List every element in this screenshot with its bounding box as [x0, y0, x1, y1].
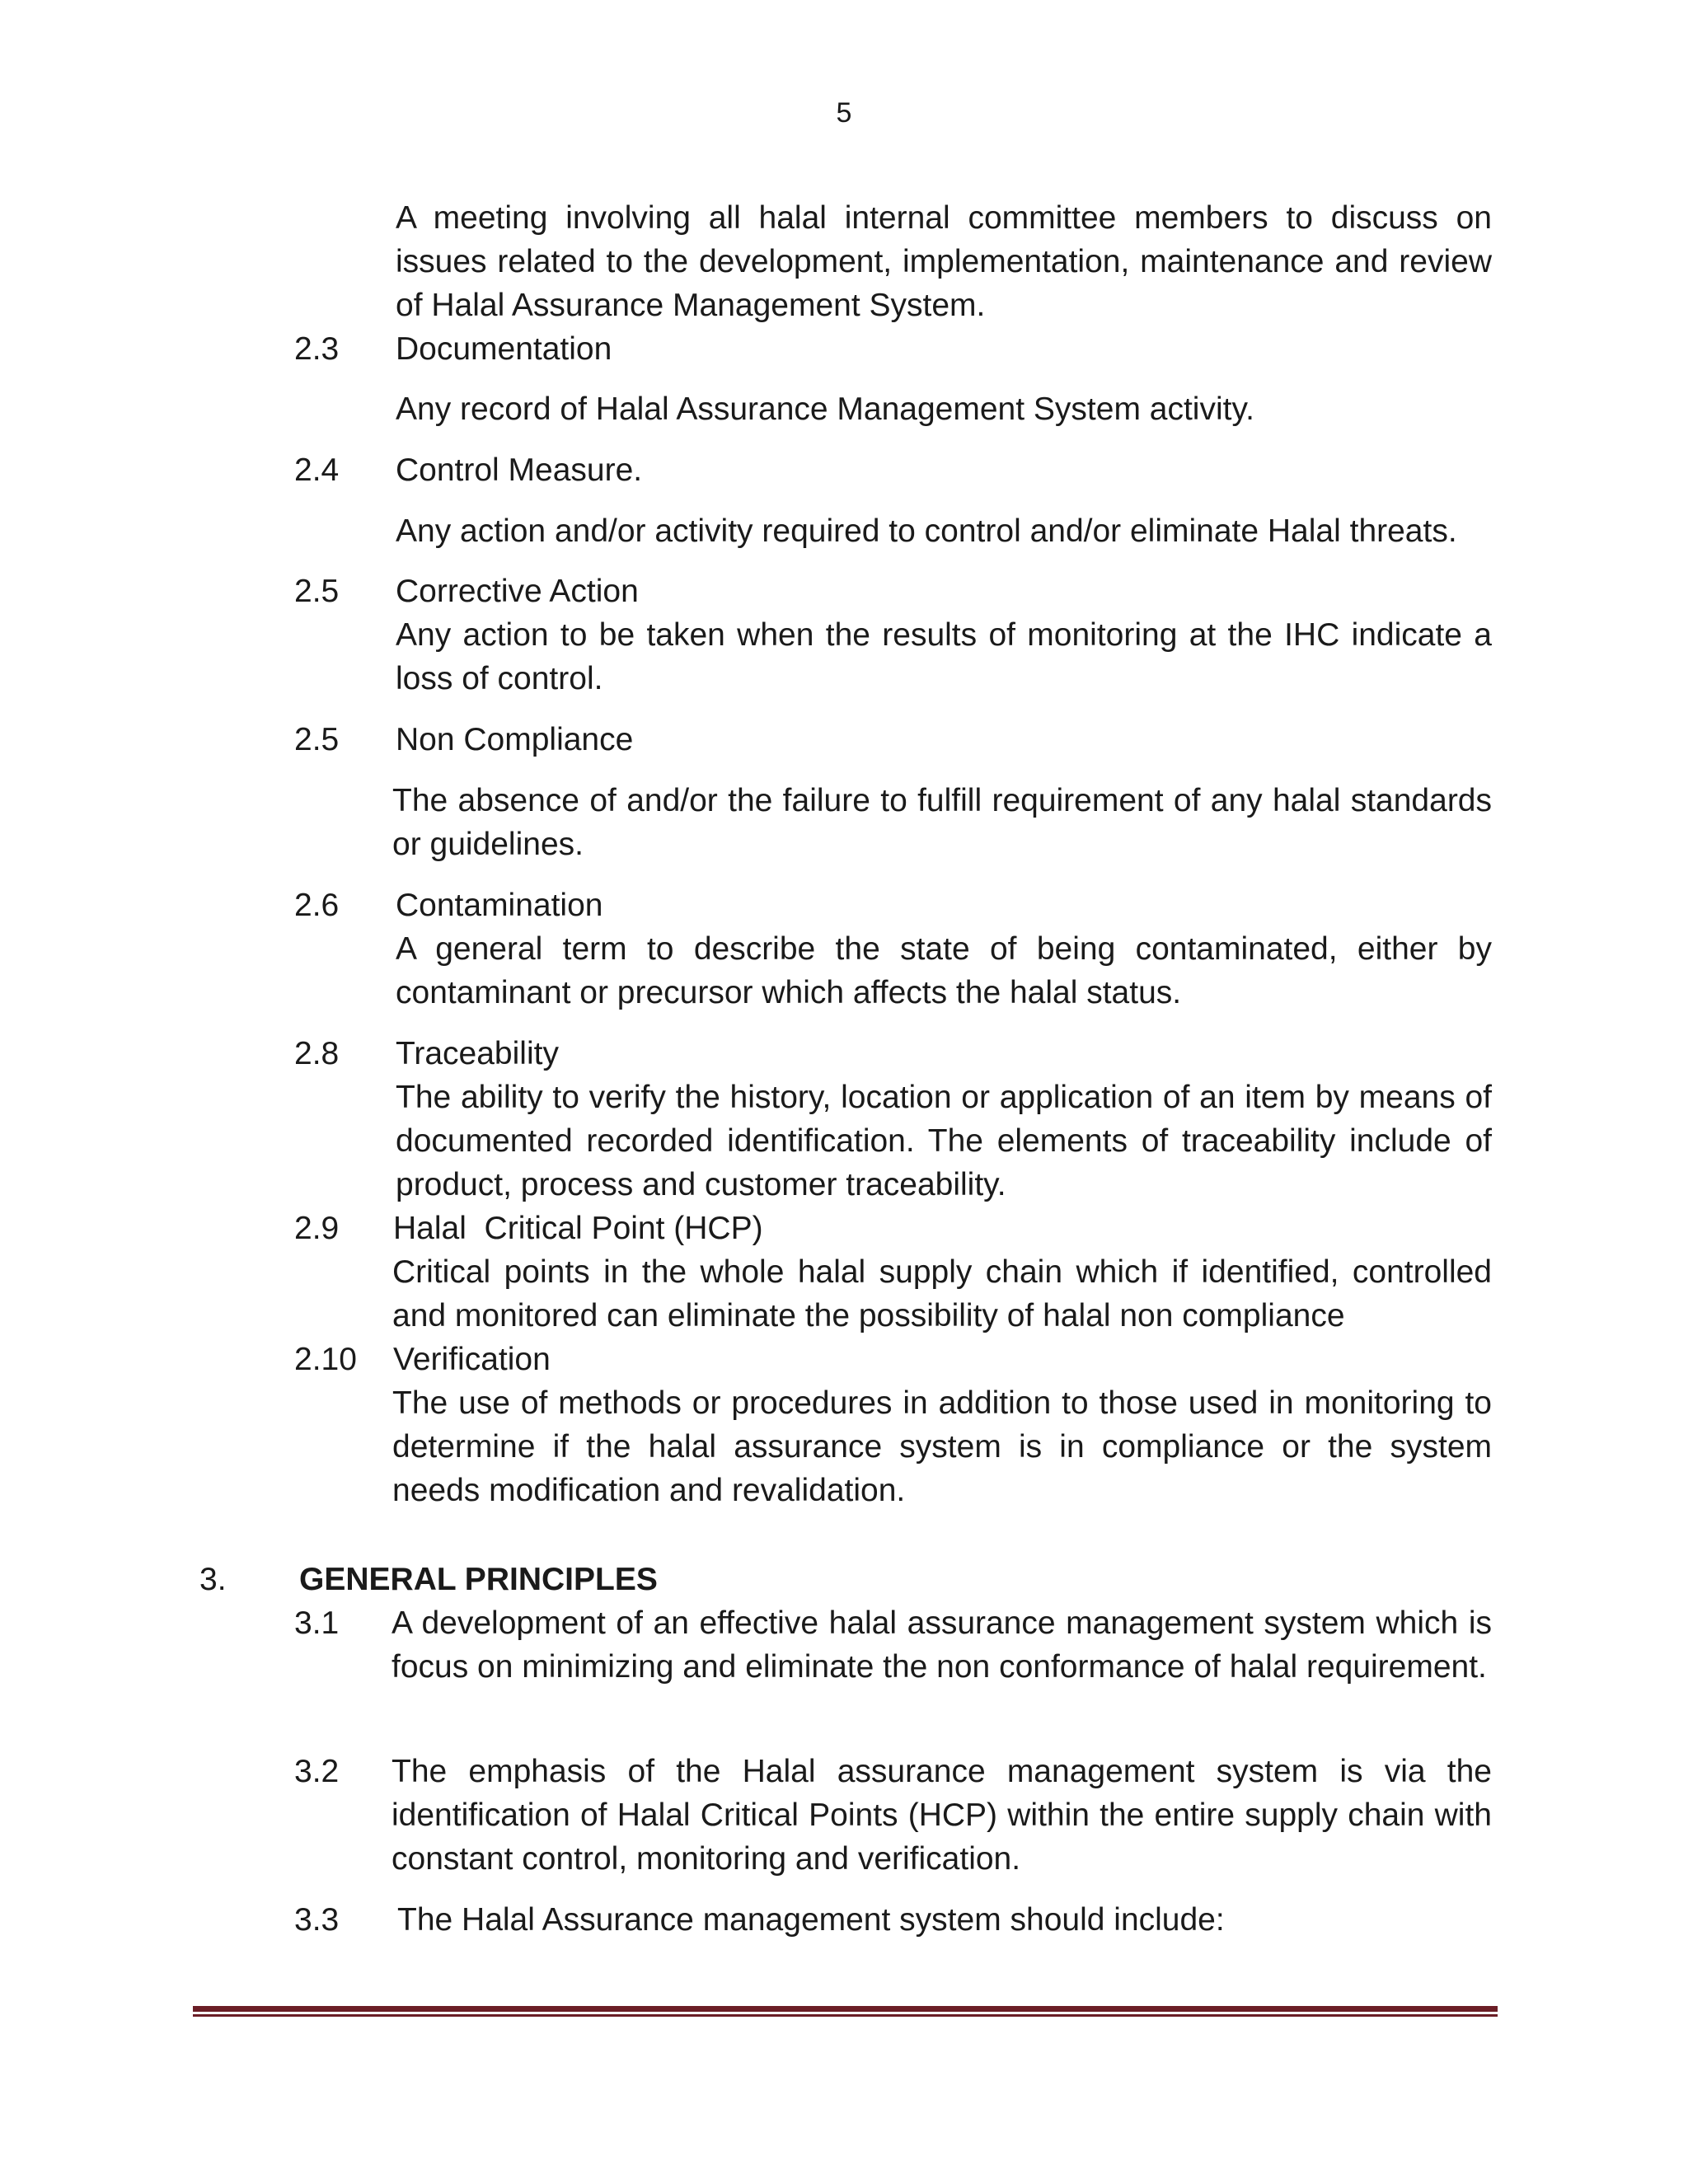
- footer-divider-thin-line: [193, 2014, 1498, 2017]
- definition-number: 2.8: [294, 1036, 340, 1071]
- definition-term: Traceability: [396, 1036, 559, 1071]
- principle-text: The emphasis of the Halal assurance management system is via the identification of Halal Critical Points (HCP) within the entire supply chain with constant control, monitoring and verification.: [392, 1754, 1492, 1877]
- principle-number: 3.2: [294, 1754, 340, 1789]
- principle-number: 3.1: [294, 1605, 340, 1641]
- principle-number: 3.3: [294, 1902, 340, 1938]
- page-number: 5: [836, 97, 852, 129]
- definition-term: Non Compliance: [396, 722, 634, 757]
- definition-number: 2.10: [294, 1342, 357, 1377]
- principle-text: The Halal Assurance management system should include:: [397, 1902, 1225, 1938]
- definition-term: Control Measure.: [396, 452, 643, 488]
- definition-text: The absence of and/or the failure to fulfill requirement of any halal standards or guidelines.: [392, 783, 1492, 862]
- definition-number: 2.3: [294, 331, 340, 367]
- definition-term: Contamination: [396, 888, 603, 923]
- definition-text: Any action and/or activity required to control and/or eliminate Halal threats.: [396, 513, 1457, 549]
- footer-divider-thick-line: [193, 2006, 1498, 2012]
- definition-number: 2.6: [294, 888, 340, 923]
- definition-text: Any action to be taken when the results of monitoring at the IHC indicate a loss of control.: [396, 617, 1492, 696]
- definition-term: Verification: [393, 1342, 551, 1377]
- definition-term: Halal Critical Point (HCP): [393, 1211, 763, 1246]
- footer-divider: [193, 2006, 1498, 2018]
- definition-number: 2.9: [294, 1211, 340, 1246]
- intro-paragraph: A meeting involving all halal internal committee members to discuss on issues related to the development, implementation, maintenance and review of Halal Assurance Management System.: [396, 200, 1492, 323]
- principle-text: A development of an effective halal assurance management system which is focus on minimizing and eliminate the non conformance of halal requirement.: [392, 1605, 1492, 1685]
- definition-text: The ability to verify the history, location or application of an item by means of documented recorded identification. The elements of traceability include of product, process and customer traceability.: [396, 1080, 1492, 1202]
- definition-term: Corrective Action: [396, 574, 639, 609]
- definition-number: 2.5: [294, 722, 340, 757]
- definition-text: Critical points in the whole halal supply chain which if identified, controlled and monitored can eliminate the possibility of halal non compliance: [392, 1254, 1492, 1333]
- definition-text: Any record of Halal Assurance Management System activity.: [396, 391, 1254, 427]
- definition-term: Documentation: [396, 331, 612, 367]
- definition-number: 2.4: [294, 452, 340, 488]
- section-title: GENERAL PRINCIPLES: [299, 1562, 658, 1597]
- section-number: 3.: [199, 1562, 227, 1597]
- definition-number: 2.5: [294, 574, 340, 609]
- definition-text: A general term to describe the state of being contaminated, either by contaminant or precursor which affects the halal status.: [396, 931, 1492, 1010]
- definition-text: The use of methods or procedures in addition to those used in monitoring to determine if the halal assurance system is in compliance or the system needs modification and revalidation.: [392, 1385, 1492, 1508]
